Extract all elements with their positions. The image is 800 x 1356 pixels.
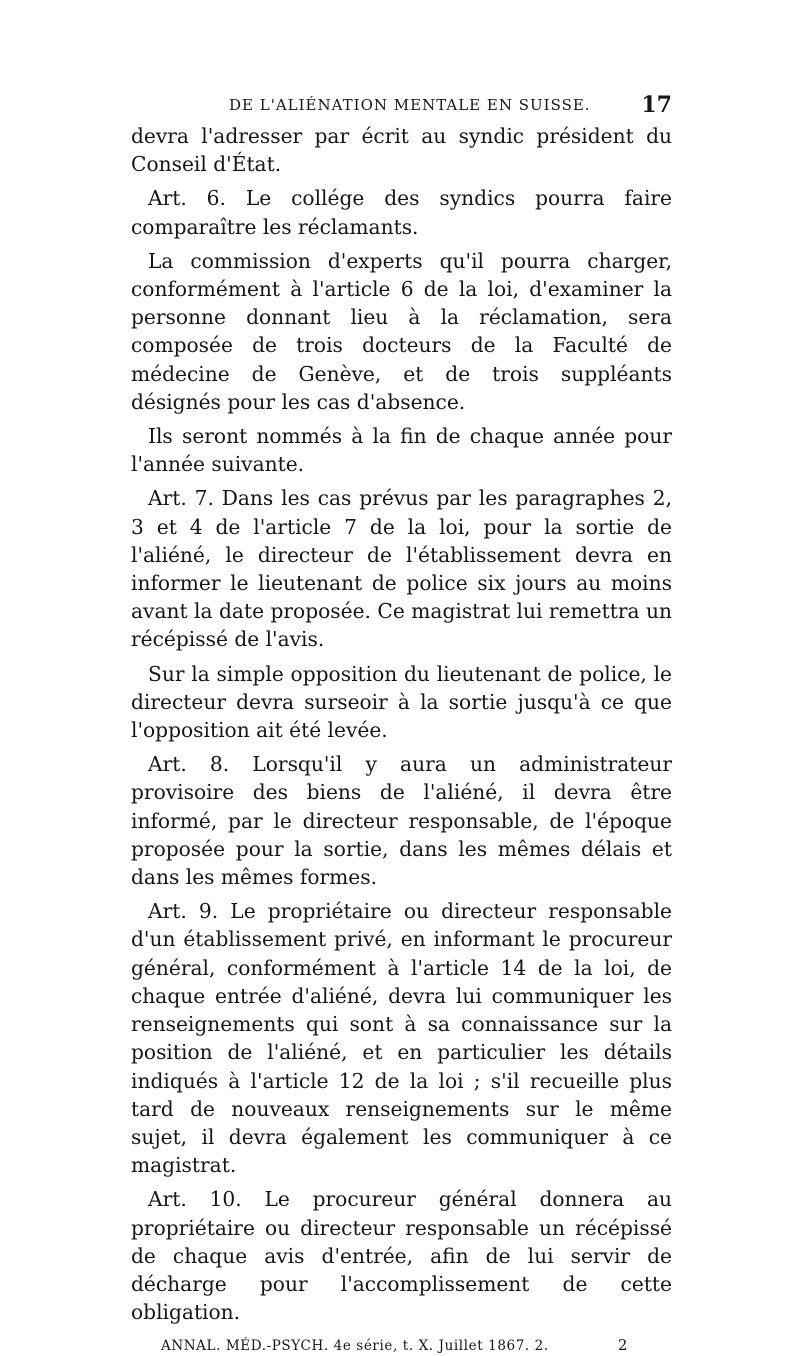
paragraph-nomination: Ils seront nommés à la fin de chaque année pour l'année suivante. bbox=[131, 424, 672, 477]
paragraph-art-6: Art. 6. Le collége des syndics pourra faire comparaître les réclamants. bbox=[131, 186, 672, 239]
paragraph-commission: La commission d'experts qu'il pourra charger, conformément à l'article 6 de la loi, d'examiner la personne donnant lieu à la réclamation, sera composée de trois docteurs de la Faculté de médecine de Genève, et de trois suppléants désignés pour les cas d'absence. bbox=[131, 248, 672, 414]
signature-number: 2 bbox=[617, 1336, 628, 1355]
body-text bbox=[131, 122, 672, 1326]
paragraph-art-7: Art. 7. Dans les cas prévus par les paragraphes 2, 3 et 4 de l'article 7 de la loi, pour la sortie de l'aliéné, le directeur de l'établissement devra en informer le lieutenant de police six jours au moins avant la date proposée. Ce magistrat lui remettra un récépissé de l'avis. bbox=[131, 486, 672, 652]
paragraph-art-10: Art. 10. Le procureur général donnera au propriétaire ou directeur responsable un récépissé de chaque avis d'entrée, afin de lui servir de décharge pour l'accomplissement de cette obligation. bbox=[131, 1187, 672, 1325]
printer-signature: ANNAL. MÉD.-PSYCH. 4e série, t. X. Juillet 1867. 2. bbox=[161, 1338, 549, 1355]
page-number: 17 bbox=[641, 92, 672, 118]
page bbox=[131, 92, 672, 1356]
running-head bbox=[131, 92, 672, 118]
paragraph-opposition: Sur la simple opposition du lieutenant de police, le directeur devra surseoir à la sortie jusqu'à ce que l'opposition ait été levée. bbox=[131, 661, 672, 743]
paragraph-art-9: Art. 9. Le propriétaire ou directeur responsable d'un établissement privé, en informant le procureur général, conformément à l'article 14 de la loi, de chaque entrée d'aliéné, devra lui communiquer les renseignements qui sont à sa connaissance sur la position de l'aliéné, et en particulier les détails indiqués à l'article 12 de la loi ; s'il recueille plus tard de nouveaux renseignements sur le même sujet, il devra également les communiquer à ce magistrat. bbox=[131, 899, 672, 1178]
paragraph-continued: devra l'adresser par écrit au syndic président du Conseil d'État. bbox=[131, 124, 672, 177]
running-title: DE L'ALIÉNATION MENTALE EN SUISSE. bbox=[229, 96, 591, 114]
paragraph-art-8: Art. 8. Lorsqu'il y aura un administrateur provisoire des biens de l'aliéné, il devra être informé, par le directeur responsable, de l'époque proposée pour la sortie, dans les mêmes délais et dans les mêmes formes. bbox=[131, 752, 672, 890]
footer bbox=[131, 1334, 672, 1356]
